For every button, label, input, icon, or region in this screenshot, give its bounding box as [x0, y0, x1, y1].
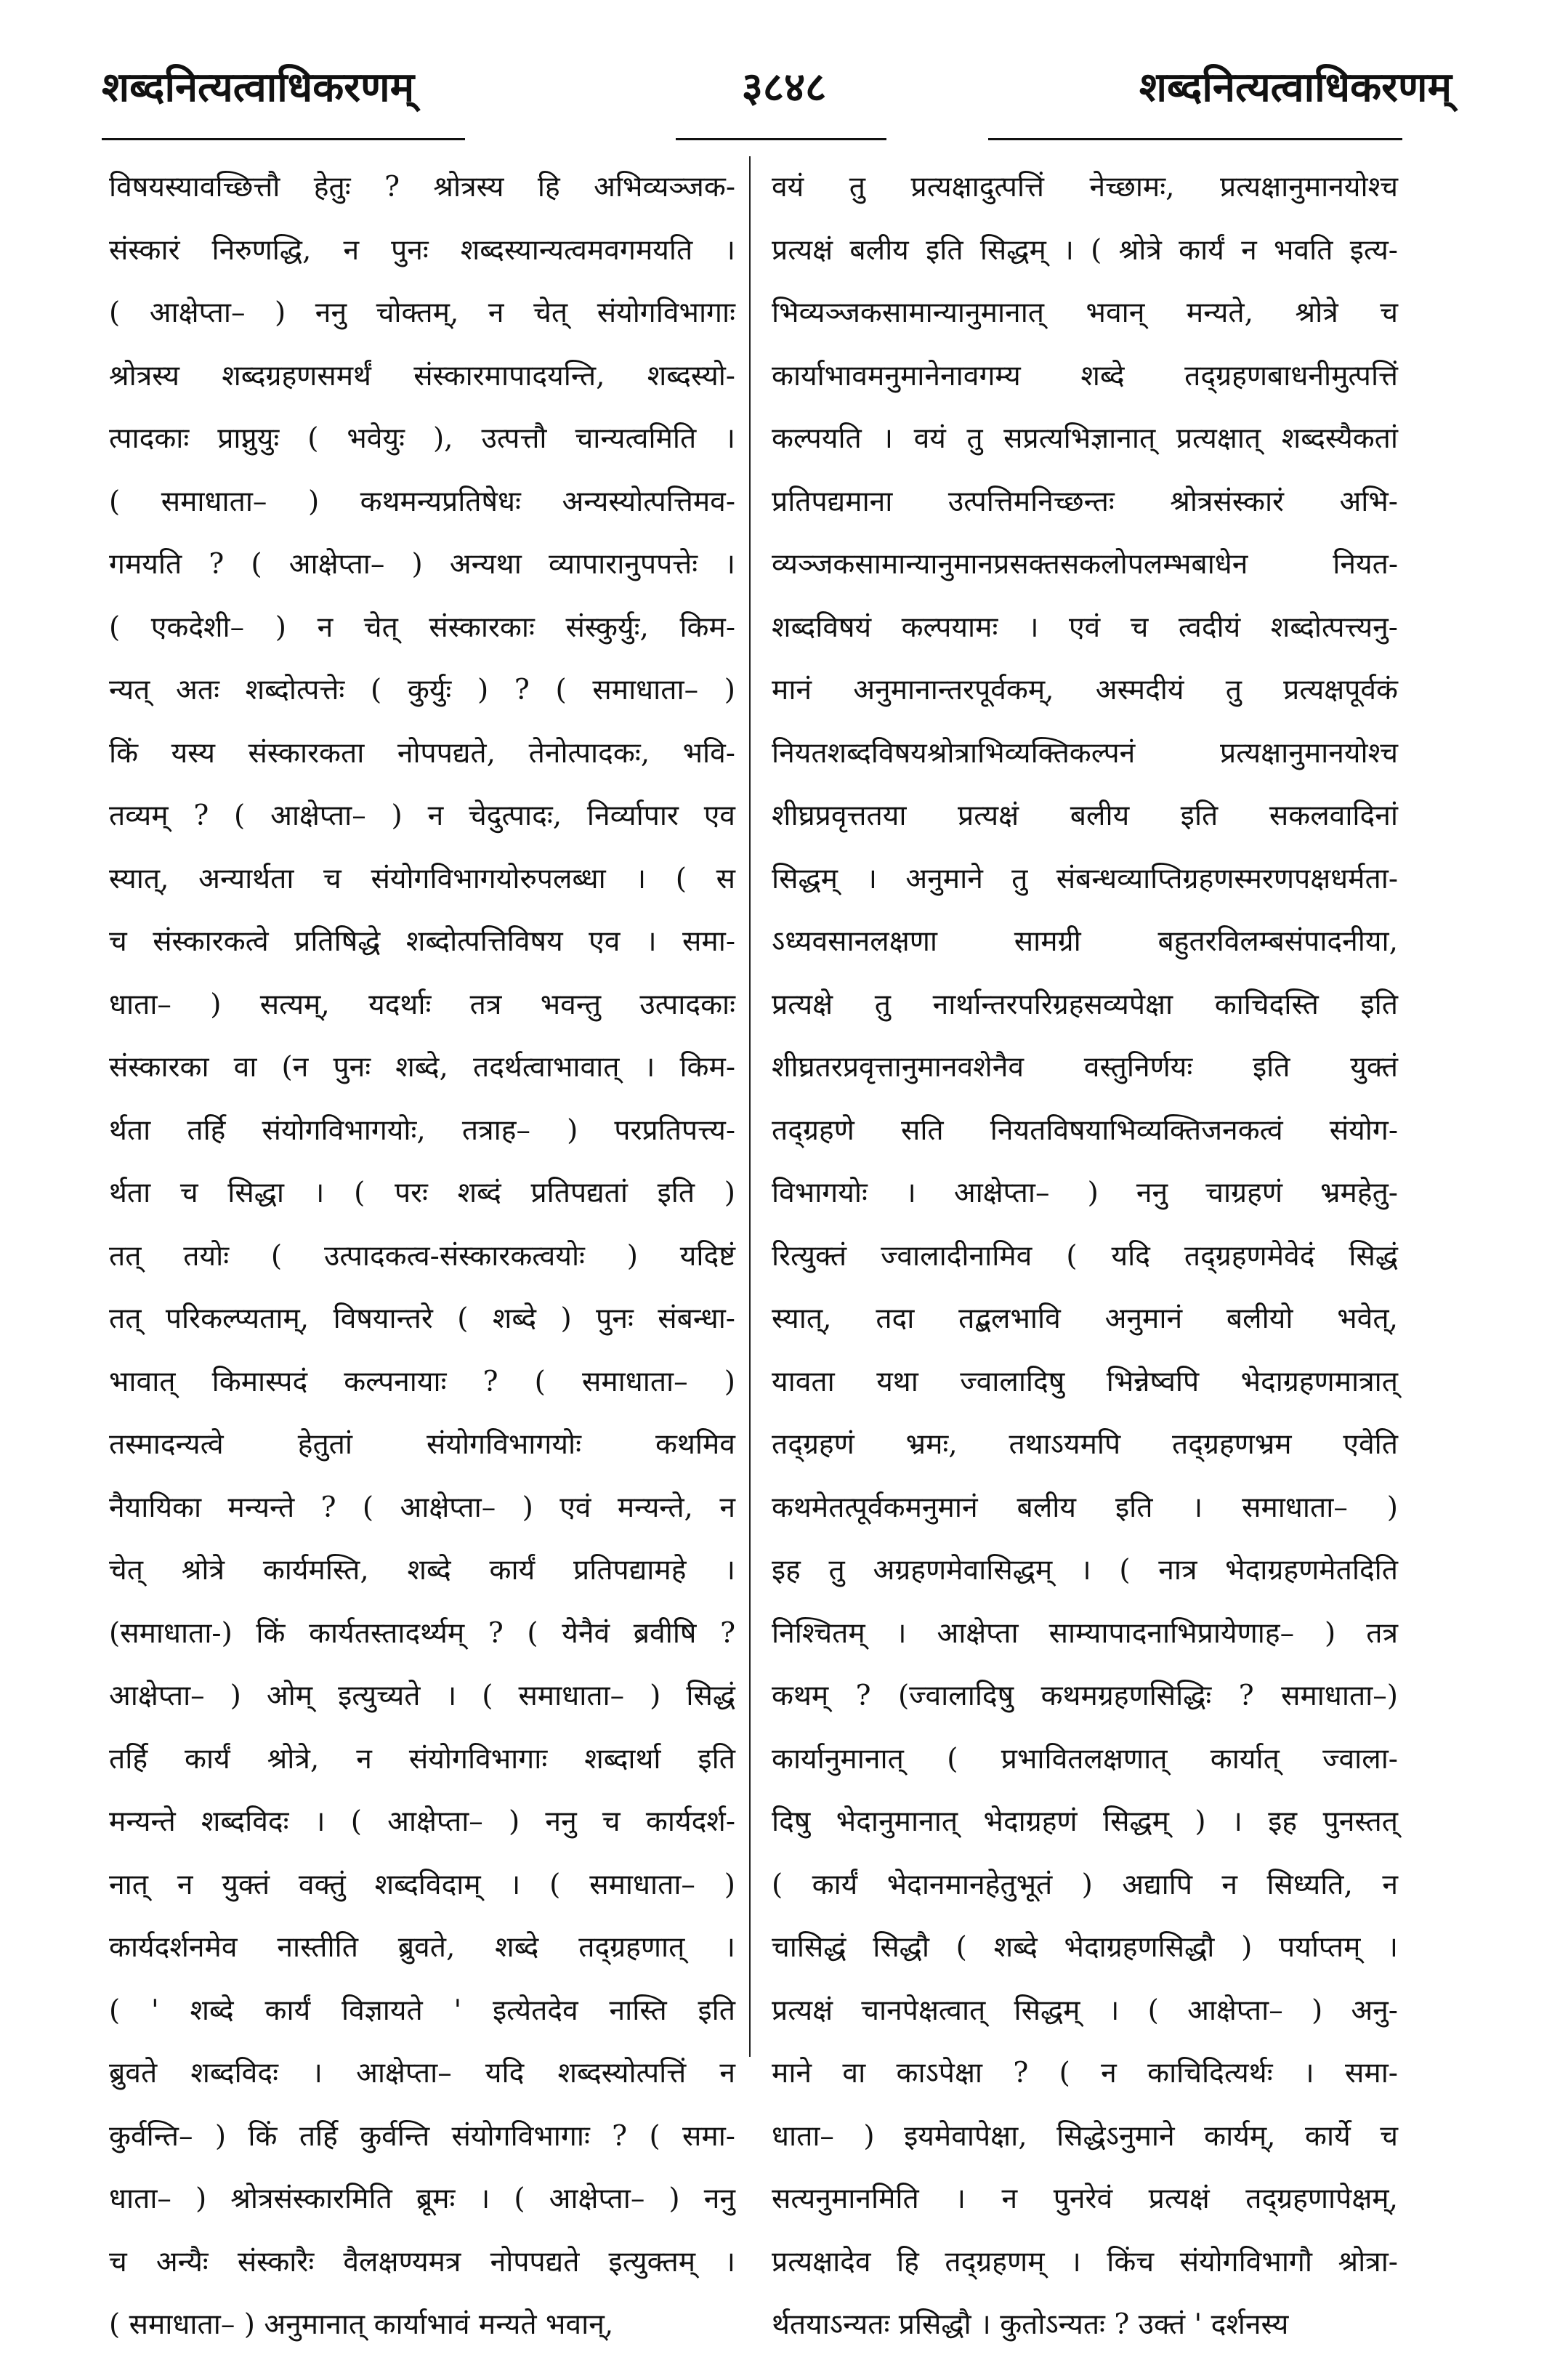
text-line: तत् परिकल्प्यताम्, विषयान्तरे ( शब्दे ) पुनः संबन्धा-: [109, 1302, 735, 1335]
text-line: स्यात्, अन्यार्थता च संयोगविभागयोरुपलब्धा । ( स: [109, 862, 735, 895]
text-line: धाता– ) सत्यम्, यदर्थाः तत्र भवन्तु उत्पादकाः: [109, 988, 735, 1021]
text-line: आक्षेप्ता– ) ओम् इत्युच्यते । ( समाधाता– ) सिद्धं: [109, 1680, 735, 1712]
text-line: तत् तयोः ( उत्पादकत्व-संस्कारकत्वयोः ) यदिष्टं: [109, 1239, 735, 1273]
text-line: संस्कारं निरुणद्धि, न पुनः शब्दस्यान्यत्वमवगमयति ।: [109, 233, 735, 267]
left-column: [109, 156, 735, 2341]
text-line: प्रत्यक्षं बलीय इति सिद्धम् । ( श्रोत्रे कार्यं न भवति इत्य-: [772, 233, 1398, 267]
text-line: ( कार्यं भेदानमानहेतुभूतं ) अद्यापि न सिध्यति, न: [772, 1868, 1398, 1901]
right-column: [772, 156, 1398, 2341]
text-line: भावात् किमास्पदं कल्पनायाः ? ( समाधाता– ): [109, 1365, 735, 1398]
header-rule-right: [988, 138, 1402, 140]
page-header: [0, 0, 1568, 145]
running-title-left: शब्दनित्यत्वाधिकरणम्: [102, 63, 415, 111]
text-line: संस्कारका वा (न पुनः शब्दे, तदर्थत्वाभावात् । किम-: [109, 1051, 735, 1084]
text-line: नैयायिका मन्यन्ते ? ( आक्षेप्ता– ) एवं मन्यन्ते, न: [109, 1491, 735, 1524]
text-line: इह तु अग्रहणमेवासिद्धम् । ( नात्र भेदाग्रहणमेतदिति: [772, 1554, 1398, 1587]
text-line: न्यत् अतः शब्दोत्पत्तेः ( कुर्युः ) ? ( समाधाता– ): [109, 674, 735, 706]
text-line: प्रतिपद्यमाना उत्पत्तिमनिच्छन्तः श्रोत्रसंस्कारं अभि-: [772, 485, 1398, 518]
text-line: कार्याभावमनुमानेनावगम्य शब्दे तद्ग्रहणबाधनीमुत्पत्तिं: [772, 359, 1398, 392]
text-line: कल्पयति । वयं तु सप्रत्यभिज्ञानात् प्रत्यक्षात् शब्दस्यैकतां: [772, 422, 1398, 455]
text-line: मानं अनुमानान्तरपूर्वकम्, अस्मदीयं तु प्रत्यक्षपूर्वकं: [772, 674, 1398, 706]
text-line: यावता यथा ज्वालादिषु भिन्नेष्वपि भेदाग्रहणमात्रात्: [772, 1365, 1398, 1398]
text-line: ऽध्यवसानलक्षणा सामग्री बहुतरविलम्बसंपादनीया,: [772, 925, 1398, 958]
text-line: नात् न युक्तं वक्तुं शब्दविदाम् । ( समाधाता– ): [109, 1868, 735, 1901]
text-line: सत्यनुमानमिति । न पुनरेवं प्रत्यक्षं तद्ग्रहणापेक्षम्,: [772, 2183, 1398, 2215]
text-line: नियतशब्दविषयश्रोत्राभिव्यक्तिकल्पनं प्रत्यक्षानुमानयोश्च: [772, 736, 1398, 770]
text-line: गमयति ? ( आक्षेप्ता– ) अन्यथा व्यापारानुपपत्तेः ।: [109, 548, 735, 581]
text-line: विभागयोः । आक्षेप्ता– ) ननु चाग्रहणं भ्रमहेतु-: [772, 1177, 1398, 1209]
text-line: धाता– ) इयमेवापेक्षा, सिद्धेऽनुमाने कार्यम्, कार्ये च: [772, 2119, 1398, 2153]
text-line: कथमेतत्पूर्वकमनुमानं बलीय इति । समाधाता– ): [772, 1491, 1398, 1524]
text-line: प्रत्यक्षादेव हि तद्ग्रहणम् । किंच संयोगविभागौ श्रोत्रा-: [772, 2245, 1398, 2279]
header-rule-center: [676, 138, 886, 140]
text-line: धाता– ) श्रोत्रसंस्कारमिति ब्रूमः । ( आक्षेप्ता– ) ननु: [109, 2183, 735, 2215]
header-rule-left: [102, 138, 465, 140]
text-line: स्यात्, तदा तद्बलभावि अनुमानं बलीयो भवेत्,: [772, 1302, 1398, 1335]
text-line: कार्यदर्शनमेव नास्तीति ब्रुवते, शब्दे तद्ग्रहणात् ।: [109, 1931, 735, 1964]
text-line: माने वा काऽपेक्षा ? ( न काचिदित्यर्थः । समा-: [772, 2057, 1398, 2090]
text-line: र्थतयाऽन्यतः प्रसिद्धौ । कुतोऽन्यतः ? उक्तं ' दर्शनस्य: [772, 2308, 1289, 2341]
text-line: चासिद्धं सिद्धौ ( शब्दे भेदाग्रहणसिद्धौ ) पर्याप्तम् ।: [772, 1931, 1398, 1964]
text-line: रित्युक्तं ज्वालादीनामिव ( यदि तद्ग्रहणमेवेदं सिद्धं: [772, 1239, 1398, 1273]
text-line: चेत् श्रोत्रे कार्यमस्ति, शब्दे कार्यं प्रतिपद्यामहे ।: [109, 1554, 735, 1587]
text-line: निश्चितम् । आक्षेप्ता साम्यापादनाभिप्रायेणाह– ) तत्र: [772, 1616, 1398, 1650]
text-line: श्रोत्रस्य शब्दग्रहणसमर्थं संस्कारमापादयन्ति, शब्दस्यो-: [109, 359, 735, 392]
text-line: शब्दविषयं कल्पयामः । एवं च त्वदीयं शब्दोत्पत्त्यनु-: [772, 611, 1398, 644]
text-line: ( ' शब्दे कार्यं विज्ञायते ' इत्येतदेव नास्ति इति: [109, 1994, 735, 2027]
text-line: कुर्वन्ति– ) किं तर्हि कुर्वन्ति संयोगविभागाः ? ( समा-: [109, 2119, 735, 2153]
text-line: तव्यम् ? ( आक्षेप्ता– ) न चेदुत्पादः, निर्व्यापार एव: [109, 799, 735, 832]
text-line: (समाधाता-) किं कार्यतस्तादर्थ्यम् ? ( येनैवं ब्रवीषि ?: [109, 1616, 735, 1650]
text-line: व्यञ्जकसामान्यानुमानप्रसक्तसकलोपलम्भबाधेन नियत-: [772, 548, 1398, 581]
text-line: च अन्यैः संस्कारैः वैलक्षण्यमत्र नोपपद्यते इत्युक्तम् ।: [109, 2245, 735, 2279]
text-line: मन्यन्ते शब्दविदः । ( आक्षेप्ता– ) ननु च कार्यदर्श-: [109, 1805, 735, 1838]
text-line: र्थता च सिद्धा । ( परः शब्दं प्रतिपद्यतां इति ): [109, 1177, 735, 1209]
text-line: वयं तु प्रत्यक्षादुत्पत्तिं नेच्छामः, प्रत्यक्षानुमानयोश्च: [772, 171, 1398, 204]
text-line: दिषु भेदानुमानात् भेदाग्रहणं सिद्धम् ) । इह पुनस्तत्: [772, 1805, 1398, 1838]
text-line: ब्रुवते शब्दविदः । आक्षेप्ता– यदि शब्दस्योत्पत्तिं न: [109, 2057, 735, 2090]
text-line: ( एकदेशी– ) न चेत् संस्कारकाः संस्कुर्युः, किम-: [109, 611, 735, 644]
page-number: ३८४८: [741, 63, 827, 111]
text-line: शीघ्रप्रवृत्ततया प्रत्यक्षं बलीय इति सकलवादिनां: [772, 799, 1398, 832]
text-line: शीघ्रतरप्रवृत्तानुमानवशेनैव वस्तुनिर्णयः इति युक्तं: [772, 1051, 1398, 1084]
text-line: कथम् ? (ज्वालादिषु कथमग्रहणसिद्धिः ? समाधाता–): [772, 1680, 1398, 1712]
text-line: किं यस्य संस्कारकता नोपपद्यते, तेनोत्पादकः, भवि-: [109, 736, 735, 770]
text-line: प्रत्यक्षे तु नार्थान्तरपरिग्रहसव्यपेक्षा काचिदस्ति इति: [772, 988, 1398, 1021]
text-line: कार्यानुमानात् ( प्रभावितलक्षणात् कार्यात् ज्वाला-: [772, 1742, 1398, 1776]
text-line: तर्हि कार्यं श्रोत्रे, न संयोगविभागाः शब्दार्था इति: [109, 1742, 735, 1776]
text-line: त्पादकाः प्राप्नुयुः ( भवेयुः ), उत्पत्तौ चान्यत्वमिति ।: [109, 422, 735, 455]
text-line: तस्मादन्यत्वे हेतुतां संयोगविभागयोः कथमिव: [109, 1428, 735, 1461]
text-line: ( आक्षेप्ता– ) ननु चोक्तम्, न चेत् संयोगविभागाः: [109, 297, 735, 329]
text-line: ( समाधाता– ) अनुमानात् कार्याभावं मन्यते भवान्,: [109, 2308, 614, 2341]
text-line: च संस्कारकत्वे प्रतिषिद्धे शब्दोत्पत्तिविषय एव । समा-: [109, 925, 735, 958]
text-line: र्थता तर्हि संयोगविभागयोः, तत्राह– ) परप्रतिपत्त्य-: [109, 1113, 735, 1147]
text-line: विषयस्यावच्छित्तौ हेतुः ? श्रोत्रस्य हि अभिव्यञ्जक-: [109, 171, 735, 204]
text-line: भिव्यञ्जकसामान्यानुमानात् भवान् मन्यते, श्रोत्रे च: [772, 297, 1398, 329]
text-line: ( समाधाता– ) कथमन्यप्रतिषेधः अन्यस्योत्पत्तिमव-: [109, 485, 735, 518]
text-line: प्रत्यक्षं चानपेक्षत्वात् सिद्धम् । ( आक्षेप्ता– ) अनु-: [772, 1994, 1398, 2027]
running-title-right: शब्दनित्यत्वाधिकरणम्: [1139, 63, 1452, 111]
column-divider: [749, 156, 751, 2057]
text-line: तद्ग्रहणे सति नियतविषयाभिव्यक्तिजनकत्वं संयोग-: [772, 1113, 1398, 1147]
text-line: तद्ग्रहणं भ्रमः, तथाऽयमपि तद्ग्रहणभ्रम एवेति: [772, 1428, 1398, 1461]
text-line: सिद्धम् । अनुमाने तु संबन्धव्याप्तिग्रहणस्मरणपक्षधर्मता-: [772, 862, 1398, 895]
